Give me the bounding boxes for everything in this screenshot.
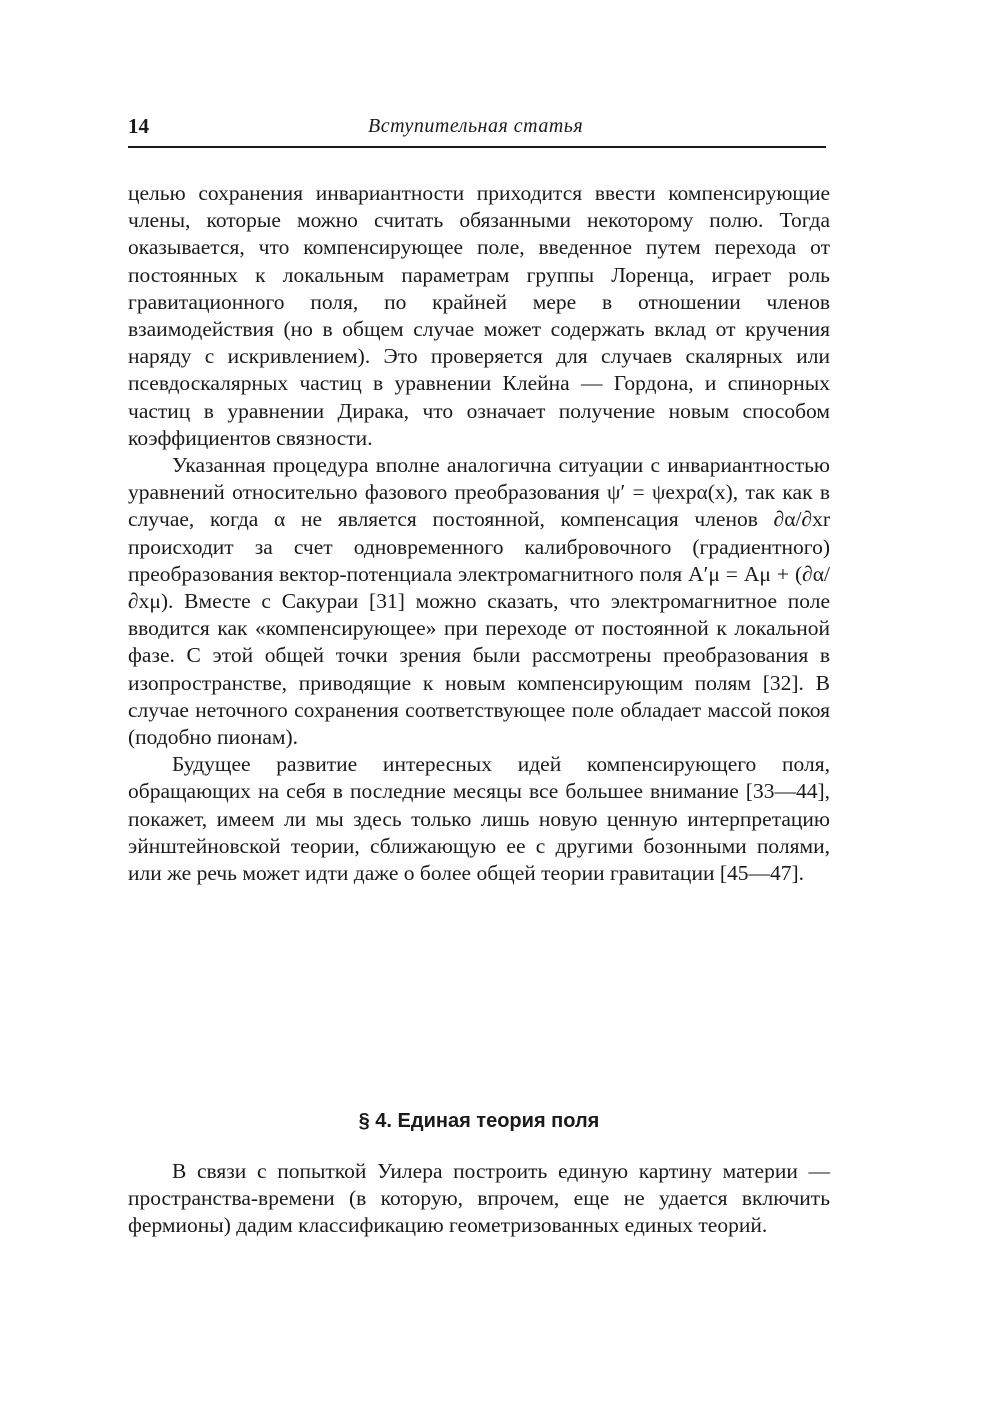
running-title: Вступительная статья bbox=[368, 115, 584, 137]
header-rule bbox=[128, 146, 826, 148]
paragraph-2: Указанная процедура вполне аналогична ситуации с инвариантностью уравнений относительно фазового преобразования ψ′ = ψexpα(x), так как в случае, когда α не является постоянной, компенсация членов ∂α/∂xr происходит за счет одновременного калибровочного (градиентного) преобразования вектор-потенциала электромагнитного поля A′μ = Aμ + (∂α/∂xμ). Вместе с Сакураи [31] можно сказать, что электромагнитное поле вводится как «компенсирующее» при переходе от постоянной к локальной фазе. С этой общей точки зрения были рассмотрены преобразования в изопространстве, приводящие к новым компенсирующим полям [32]. В случае неточного сохранения соответствующее поле обладает массой покоя (подобно пионам). bbox=[128, 453, 830, 750]
section-paragraph-1: В связи с попыткой Уилера построить единую картину материи — пространства-времени (в которую, впрочем, еще не удается включить фермионы) дадим классификацию геометризованных единых теорий. bbox=[128, 1159, 830, 1238]
page-number: 14 bbox=[128, 114, 149, 138]
section-heading: § 4. Единая теория поля bbox=[358, 1110, 600, 1132]
paragraph-3: Будущее развитие интересных идей компенсирующего поля, обращающих на себя в последние месяцы все большее внимание [33—44], покажет, имеем ли мы здесь только лишь новую ценную интерпретацию эйнштейновской теории, сближающую ее с другими бозонными полями, или же речь может идти даже о более общей теории гравитации [45—47]. bbox=[128, 752, 830, 886]
body-text bbox=[128, 180, 830, 887]
page-header bbox=[128, 112, 826, 152]
paragraph-1: целью сохранения инвариантности приходится ввести компенсирующие члены, которые можно считать обязанными некоторому полю. Тогда оказывается, что компенсирующее поле, введенное путем перехода от постоянных к локальным параметрам группы Лоренца, играет роль гравитационного поля, по крайней мере в отношении членов взаимодействия (но в общем случае может содержать вклад от кручения наряду с искривлением). Это проверяется для случаев скалярных или псевдоскалярных частиц в уравнении Клейна — Гордона, и спинорных частиц в уравнении Дирака, что означает получение новым способом коэффициентов связности. bbox=[128, 181, 830, 450]
section-body-text bbox=[128, 1158, 830, 1240]
